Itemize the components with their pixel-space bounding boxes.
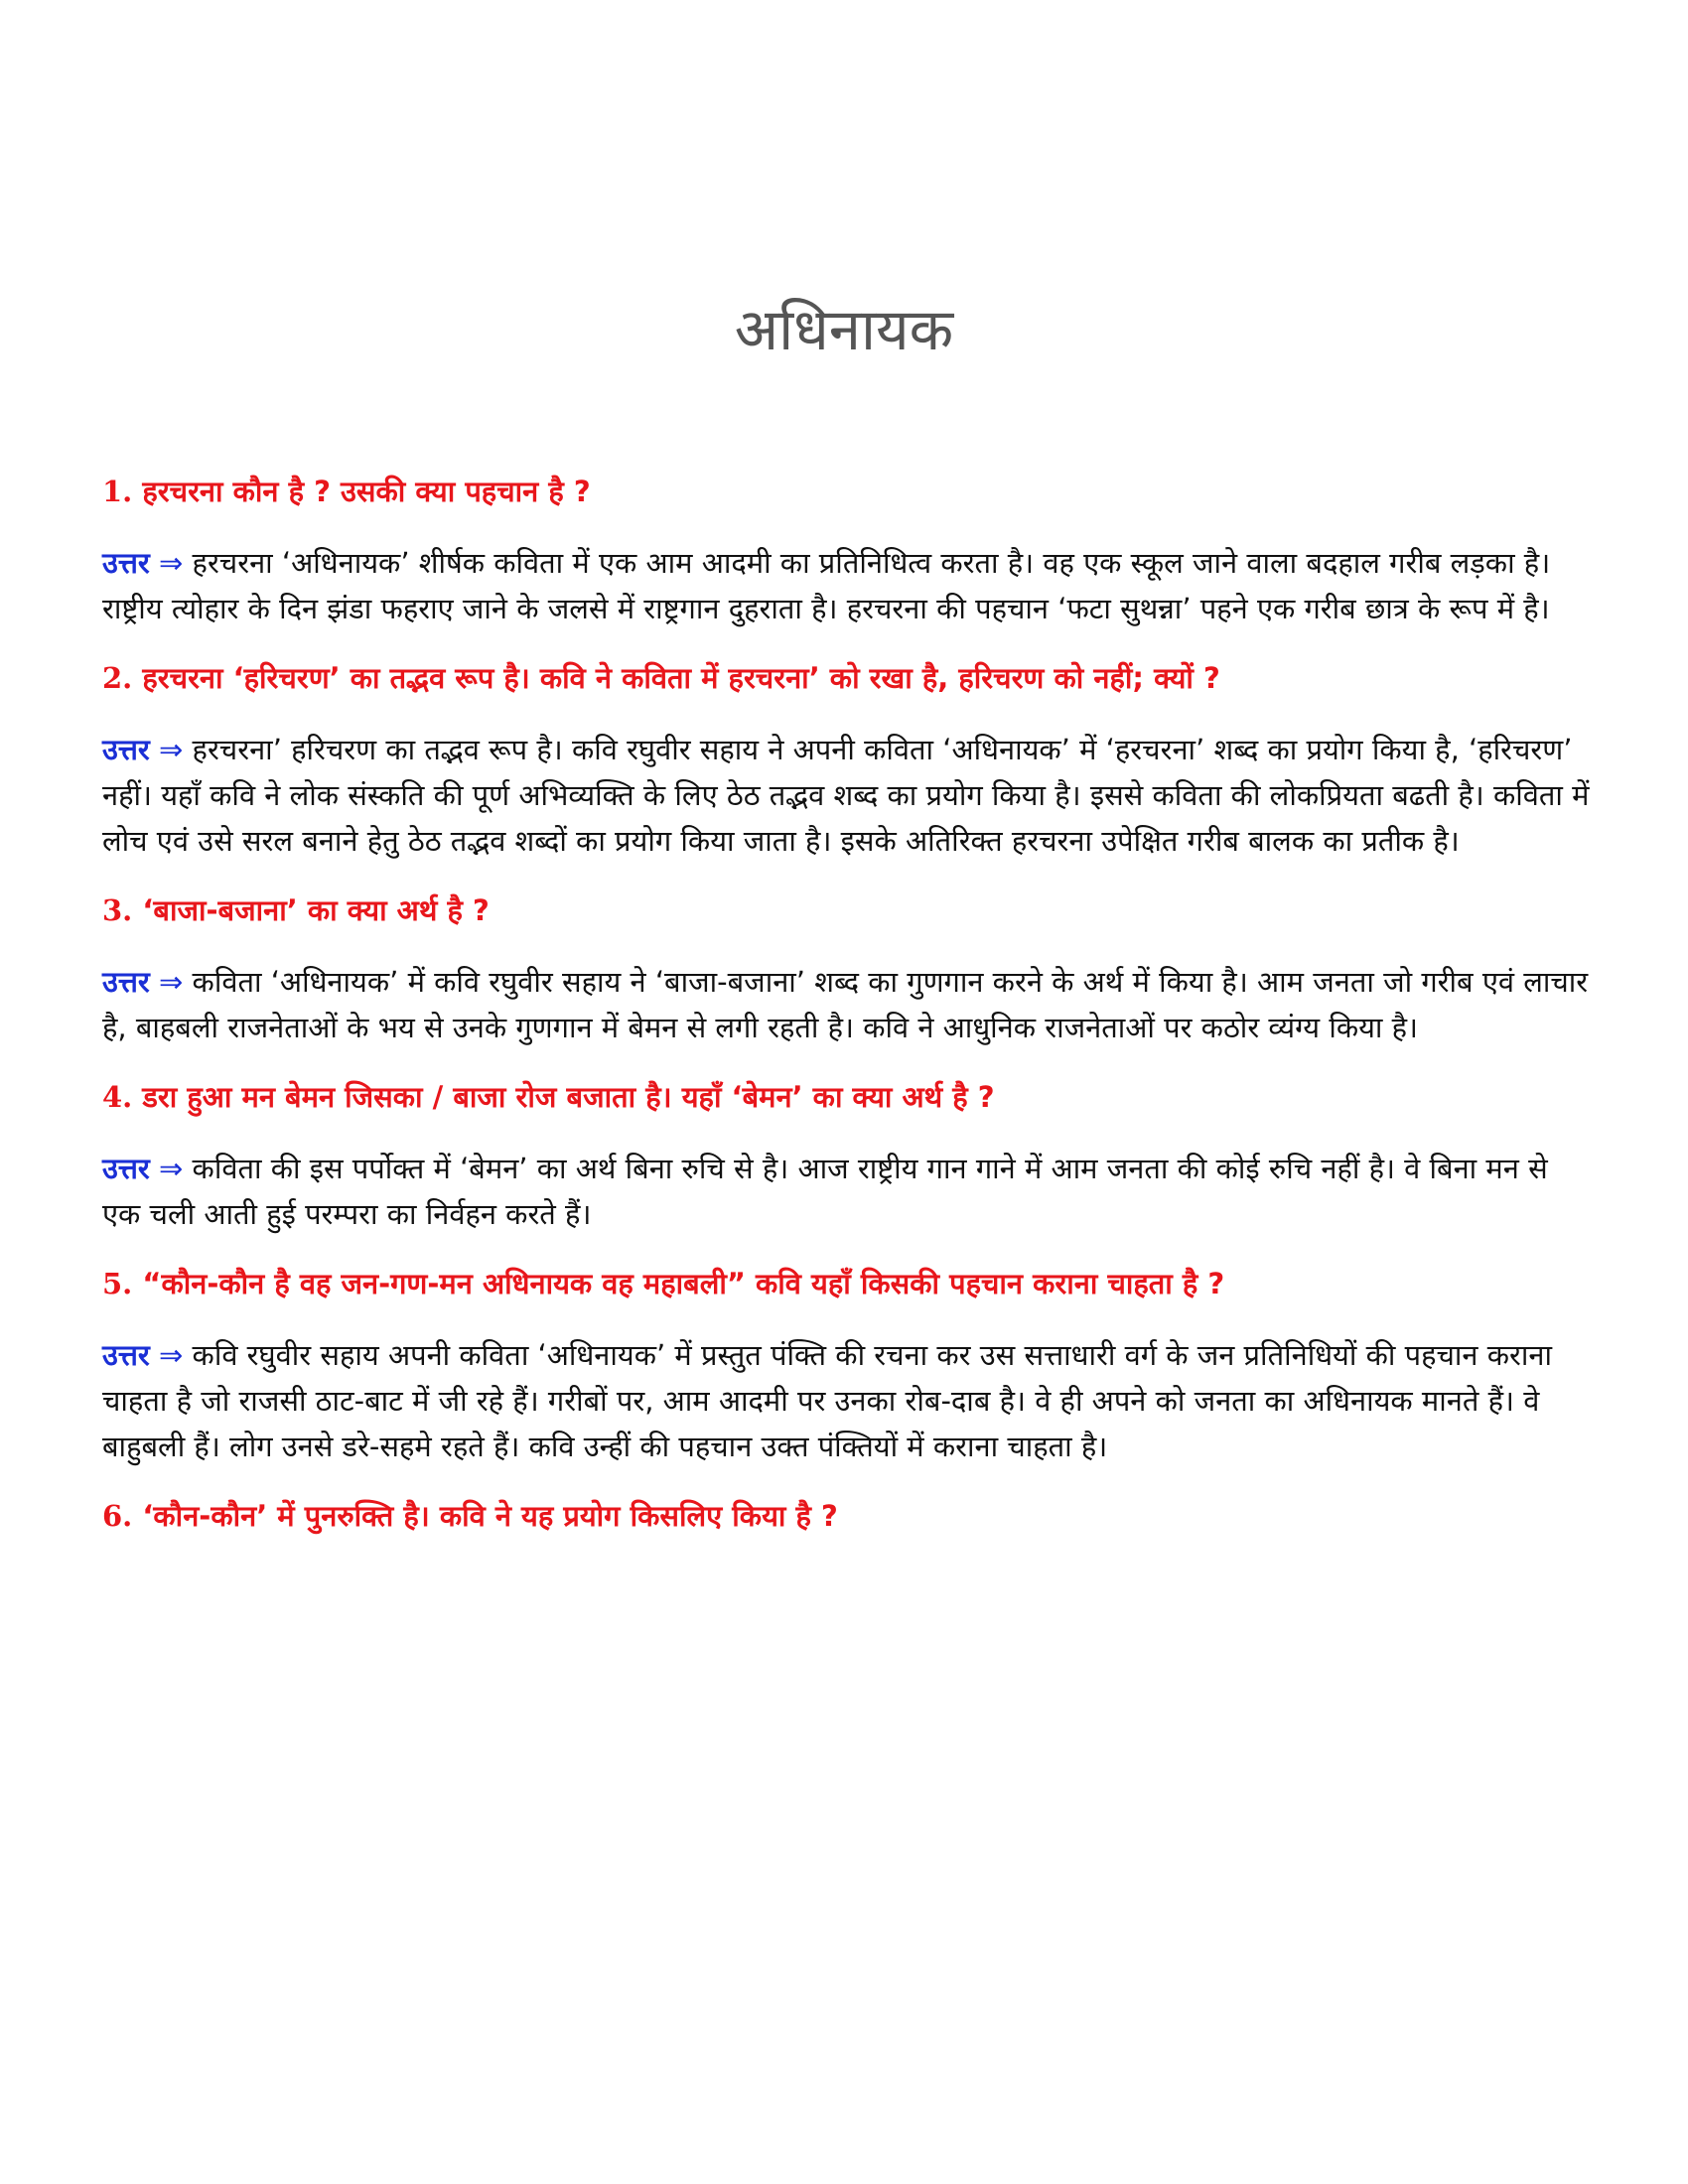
page-title: अधिनायक — [734, 296, 954, 363]
answer-label: उत्तर — [102, 965, 150, 999]
answer-label: उत्तर — [102, 1338, 150, 1372]
double-arrow-icon: ⇒ — [159, 546, 184, 580]
question — [102, 469, 1592, 514]
question-number: 6. — [102, 1499, 133, 1533]
question — [102, 1074, 1592, 1120]
question-number: 3. — [102, 893, 133, 927]
answer-label: उत्तर — [102, 733, 150, 766]
answer-text: हरचरना’ हरिचरण का तद्भव रूप है। कवि रघुवीर सहाय ने अपनी कविता ‘अधिनायक’ में ‘हरचरना’ शब्द का प्रयोग किया है, ‘हरिचरण’ नहीं। यहाँ कवि ने लोक संस्कति की पूर्ण अभिव्यक्ति के लिए ठेठ तद्भव शब्द का प्रयोग किया है। इससे कविता की लोकप्रियता बढती है। कविता में लोच एवं उसे सरल बनाने हेतु ठेठ तद्भव शब्दों का प्रयोग किया जाता है। इसके अतिरिक्त हरचरना उपेक्षित गरीब बालक का प्रतीक है। — [102, 733, 1590, 858]
qa-item — [102, 887, 1592, 1050]
question — [102, 1261, 1592, 1306]
question-number: 4. — [102, 1080, 133, 1114]
answer-text: कवि रघुवीर सहाय अपनी कविता ‘अधिनायक’ में प्रस्तुत पंक्ति की रचना कर उस सत्ताधारी वर्ग के जन प्रतिनिधियों की पहचान कराना चाहता है जो राजसी ठाट-बाट में जी रहे हैं। गरीबों पर, आम आदमी पर उनका रोब-दाब है। वे ही अपने को जनता का अधिनायक मानते हैं। वे बाहुबली हैं। लोग उनसे डरे-सहमे रहते हैं। कवि उन्हीं की पहचान उक्त पंक्तियों में कराना चाहता है। — [102, 1338, 1552, 1463]
question-number: 1. — [102, 475, 133, 508]
answer — [102, 1332, 1592, 1469]
question — [102, 655, 1592, 701]
answer — [102, 727, 1592, 864]
qa-item — [102, 655, 1592, 864]
answer-text: कविता की इस पर्पोक्त में ‘बेमन’ का अर्थ बिना रुचि से है। आज राष्ट्रीय गान गाने में आम जनता की कोई रुचि नहीं है। वे बिना मन से एक चली आती हुई परम्परा का निर्वहन करते हैं। — [102, 1152, 1548, 1231]
qa-list — [102, 469, 1592, 1565]
qa-item — [102, 1074, 1592, 1237]
question-text: ‘बाजा-बजाना’ का क्या अर्थ है ? — [142, 893, 490, 927]
answer — [102, 540, 1592, 631]
answer-label: उत्तर — [102, 546, 150, 580]
double-arrow-icon: ⇒ — [159, 1338, 184, 1372]
question-number: 2. — [102, 661, 133, 695]
answer — [102, 959, 1592, 1050]
answer-label: उत्तर — [102, 1152, 150, 1185]
double-arrow-icon: ⇒ — [159, 733, 184, 766]
answer — [102, 1146, 1592, 1237]
question — [102, 1493, 1592, 1539]
question — [102, 887, 1592, 933]
double-arrow-icon: ⇒ — [159, 1152, 184, 1185]
double-arrow-icon: ⇒ — [159, 965, 184, 999]
question-text: डरा हुआ मन बेमन जिसका / बाजा रोज बजाता है। यहाँ ‘बेमन’ का क्या अर्थ है ? — [142, 1080, 995, 1114]
qa-item — [102, 1493, 1592, 1539]
question-text: हरचरना कौन है ? उसकी क्या पहचान है ? — [142, 475, 591, 508]
question-text: हरचरना ‘हरिचरण’ का तद्भव रूप है। कवि ने कविता में हरचरना’ को रखा है, हरिचरण को नहीं; क्यों ? — [142, 661, 1220, 695]
qa-item — [102, 1261, 1592, 1469]
answer-text: हरचरना ‘अधिनायक’ शीर्षक कविता में एक आम आदमी का प्रतिनिधित्व करता है। वह एक स्कूल जाने वाला बदहाल गरीब लड़का है। राष्ट्रीय त्योहार के दिन झंडा फहराए जाने के जलसे में राष्ट्रगान दुहराता है। हरचरना की पहचान ‘फटा सुथन्ना’ पहने एक गरीब छात्र के रूप में है। — [102, 546, 1551, 625]
question-text: “कौन-कौन है वह जन-गण-मन अधिनायक वह महाबली” कवि यहाँ किसकी पहचान कराना चाहता है ? — [142, 1267, 1225, 1300]
question-number: 5. — [102, 1267, 133, 1300]
question-text: ‘कौन-कौन’ में पुनरुक्ति है। कवि ने यह प्रयोग किसलिए किया है ? — [142, 1499, 838, 1533]
qa-item — [102, 469, 1592, 631]
answer-text: कविता ‘अधिनायक’ में कवि रघुवीर सहाय ने ‘बाजा-बजाना’ शब्द का गुणगान करने के अर्थ में किया है। आम जनता जो गरीब एवं लाचार है, बाहबली राजनेताओं के भय से उनके गुणगान में बेमन से लगी रहती है। कवि ने आधुनिक राजनेताओं पर कठोर व्यंग्य किया है। — [102, 965, 1589, 1044]
